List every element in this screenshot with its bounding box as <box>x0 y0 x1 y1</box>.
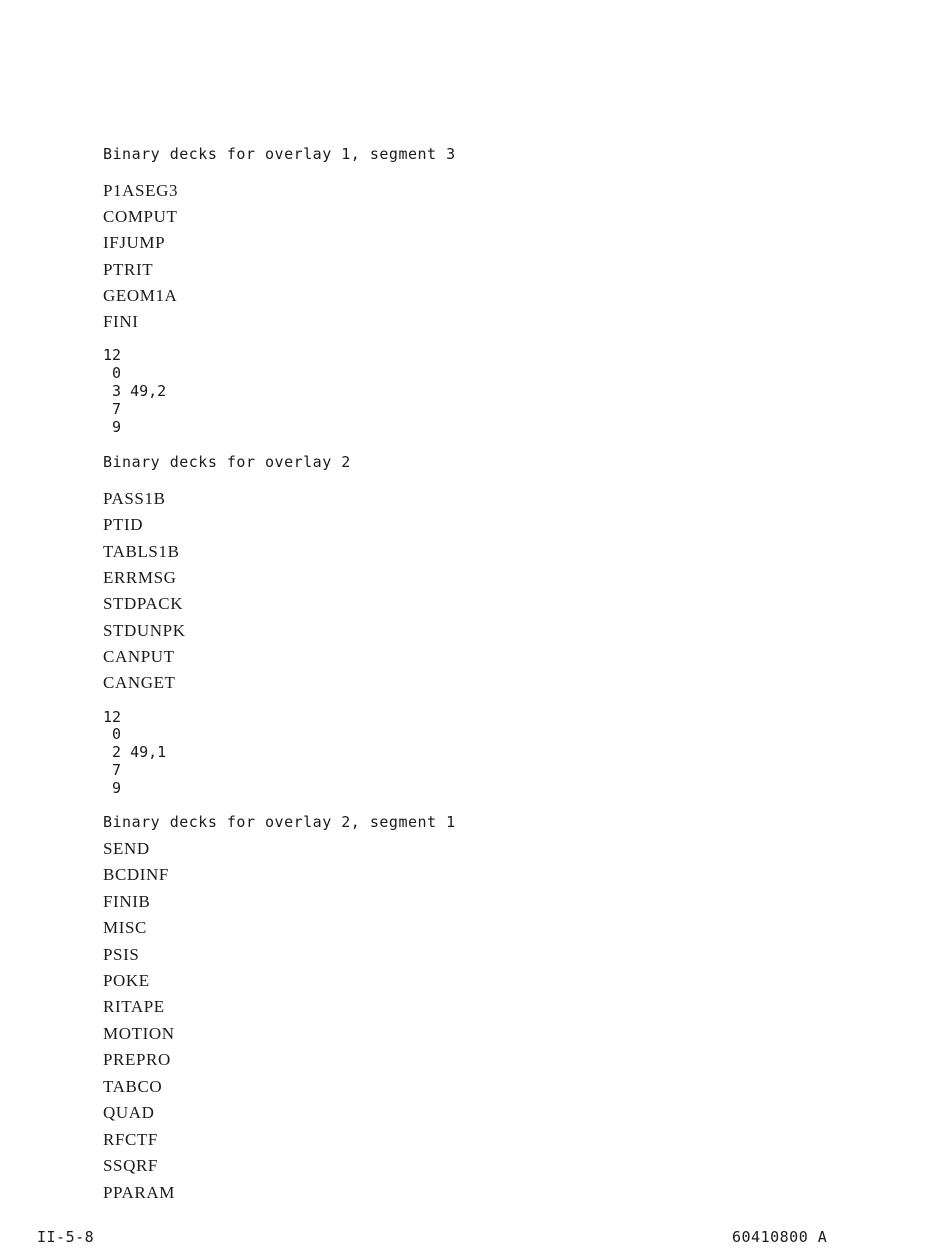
deck-name: GEOM1A <box>103 286 178 305</box>
deck-name: P1ASEG3 <box>103 181 179 200</box>
page-number: II-5-8 <box>37 1228 95 1246</box>
punch-card-row: 0 <box>103 725 122 743</box>
deck-name: SSQRF <box>103 1156 158 1175</box>
deck-name: QUAD <box>103 1103 155 1122</box>
deck-name: CANPUT <box>103 647 175 666</box>
deck-name: TABCO <box>103 1077 163 1096</box>
deck-name: TABLS1B <box>103 542 180 561</box>
deck-name: COMPUT <box>103 207 178 226</box>
punch-card-row: 9 <box>103 418 122 436</box>
deck-name: PTID <box>103 515 144 534</box>
deck-name: PASS1B <box>103 489 166 508</box>
deck-name: RFCTF <box>103 1130 158 1149</box>
deck-name: PTRIT <box>103 260 154 279</box>
deck-name: IFJUMP <box>103 233 166 252</box>
punch-card-row: 9 <box>103 779 122 797</box>
punch-card-row: 0 <box>103 364 122 382</box>
deck-name: BCDINF <box>103 865 169 884</box>
deck-name: ERRMSG <box>103 568 177 587</box>
deck-name: POKE <box>103 971 150 990</box>
deck-name: SEND <box>103 839 150 858</box>
deck-name: FINIB <box>103 892 151 911</box>
deck-name: PSIS <box>103 945 140 964</box>
deck-name: MISC <box>103 918 147 937</box>
deck-name: RITAPE <box>103 997 165 1016</box>
deck-name: PREPRO <box>103 1050 171 1069</box>
punch-card-row: 7 <box>103 400 122 418</box>
deck-name: MOTION <box>103 1024 175 1043</box>
deck-name: CANGET <box>103 673 176 692</box>
section-heading-overlay2-seg1: Binary decks for overlay 2, segment 1 <box>103 813 456 831</box>
punch-card-row: 2 49,1 <box>103 743 167 761</box>
punch-card-row: 7 <box>103 761 122 779</box>
deck-name: STDPACK <box>103 594 184 613</box>
punch-card-row: 12 <box>103 346 122 364</box>
punch-card-row: 12 <box>103 708 122 726</box>
punch-card-row: 3 49,2 <box>103 382 167 400</box>
deck-name: FINI <box>103 312 139 331</box>
deck-name: PPARAM <box>103 1183 175 1202</box>
document-number: 60410800 A <box>732 1228 828 1246</box>
deck-name: STDUNPK <box>103 621 186 640</box>
section-heading-overlay2: Binary decks for overlay 2 <box>103 453 351 471</box>
section-heading-overlay1-seg3: Binary decks for overlay 1, segment 3 <box>103 145 456 163</box>
